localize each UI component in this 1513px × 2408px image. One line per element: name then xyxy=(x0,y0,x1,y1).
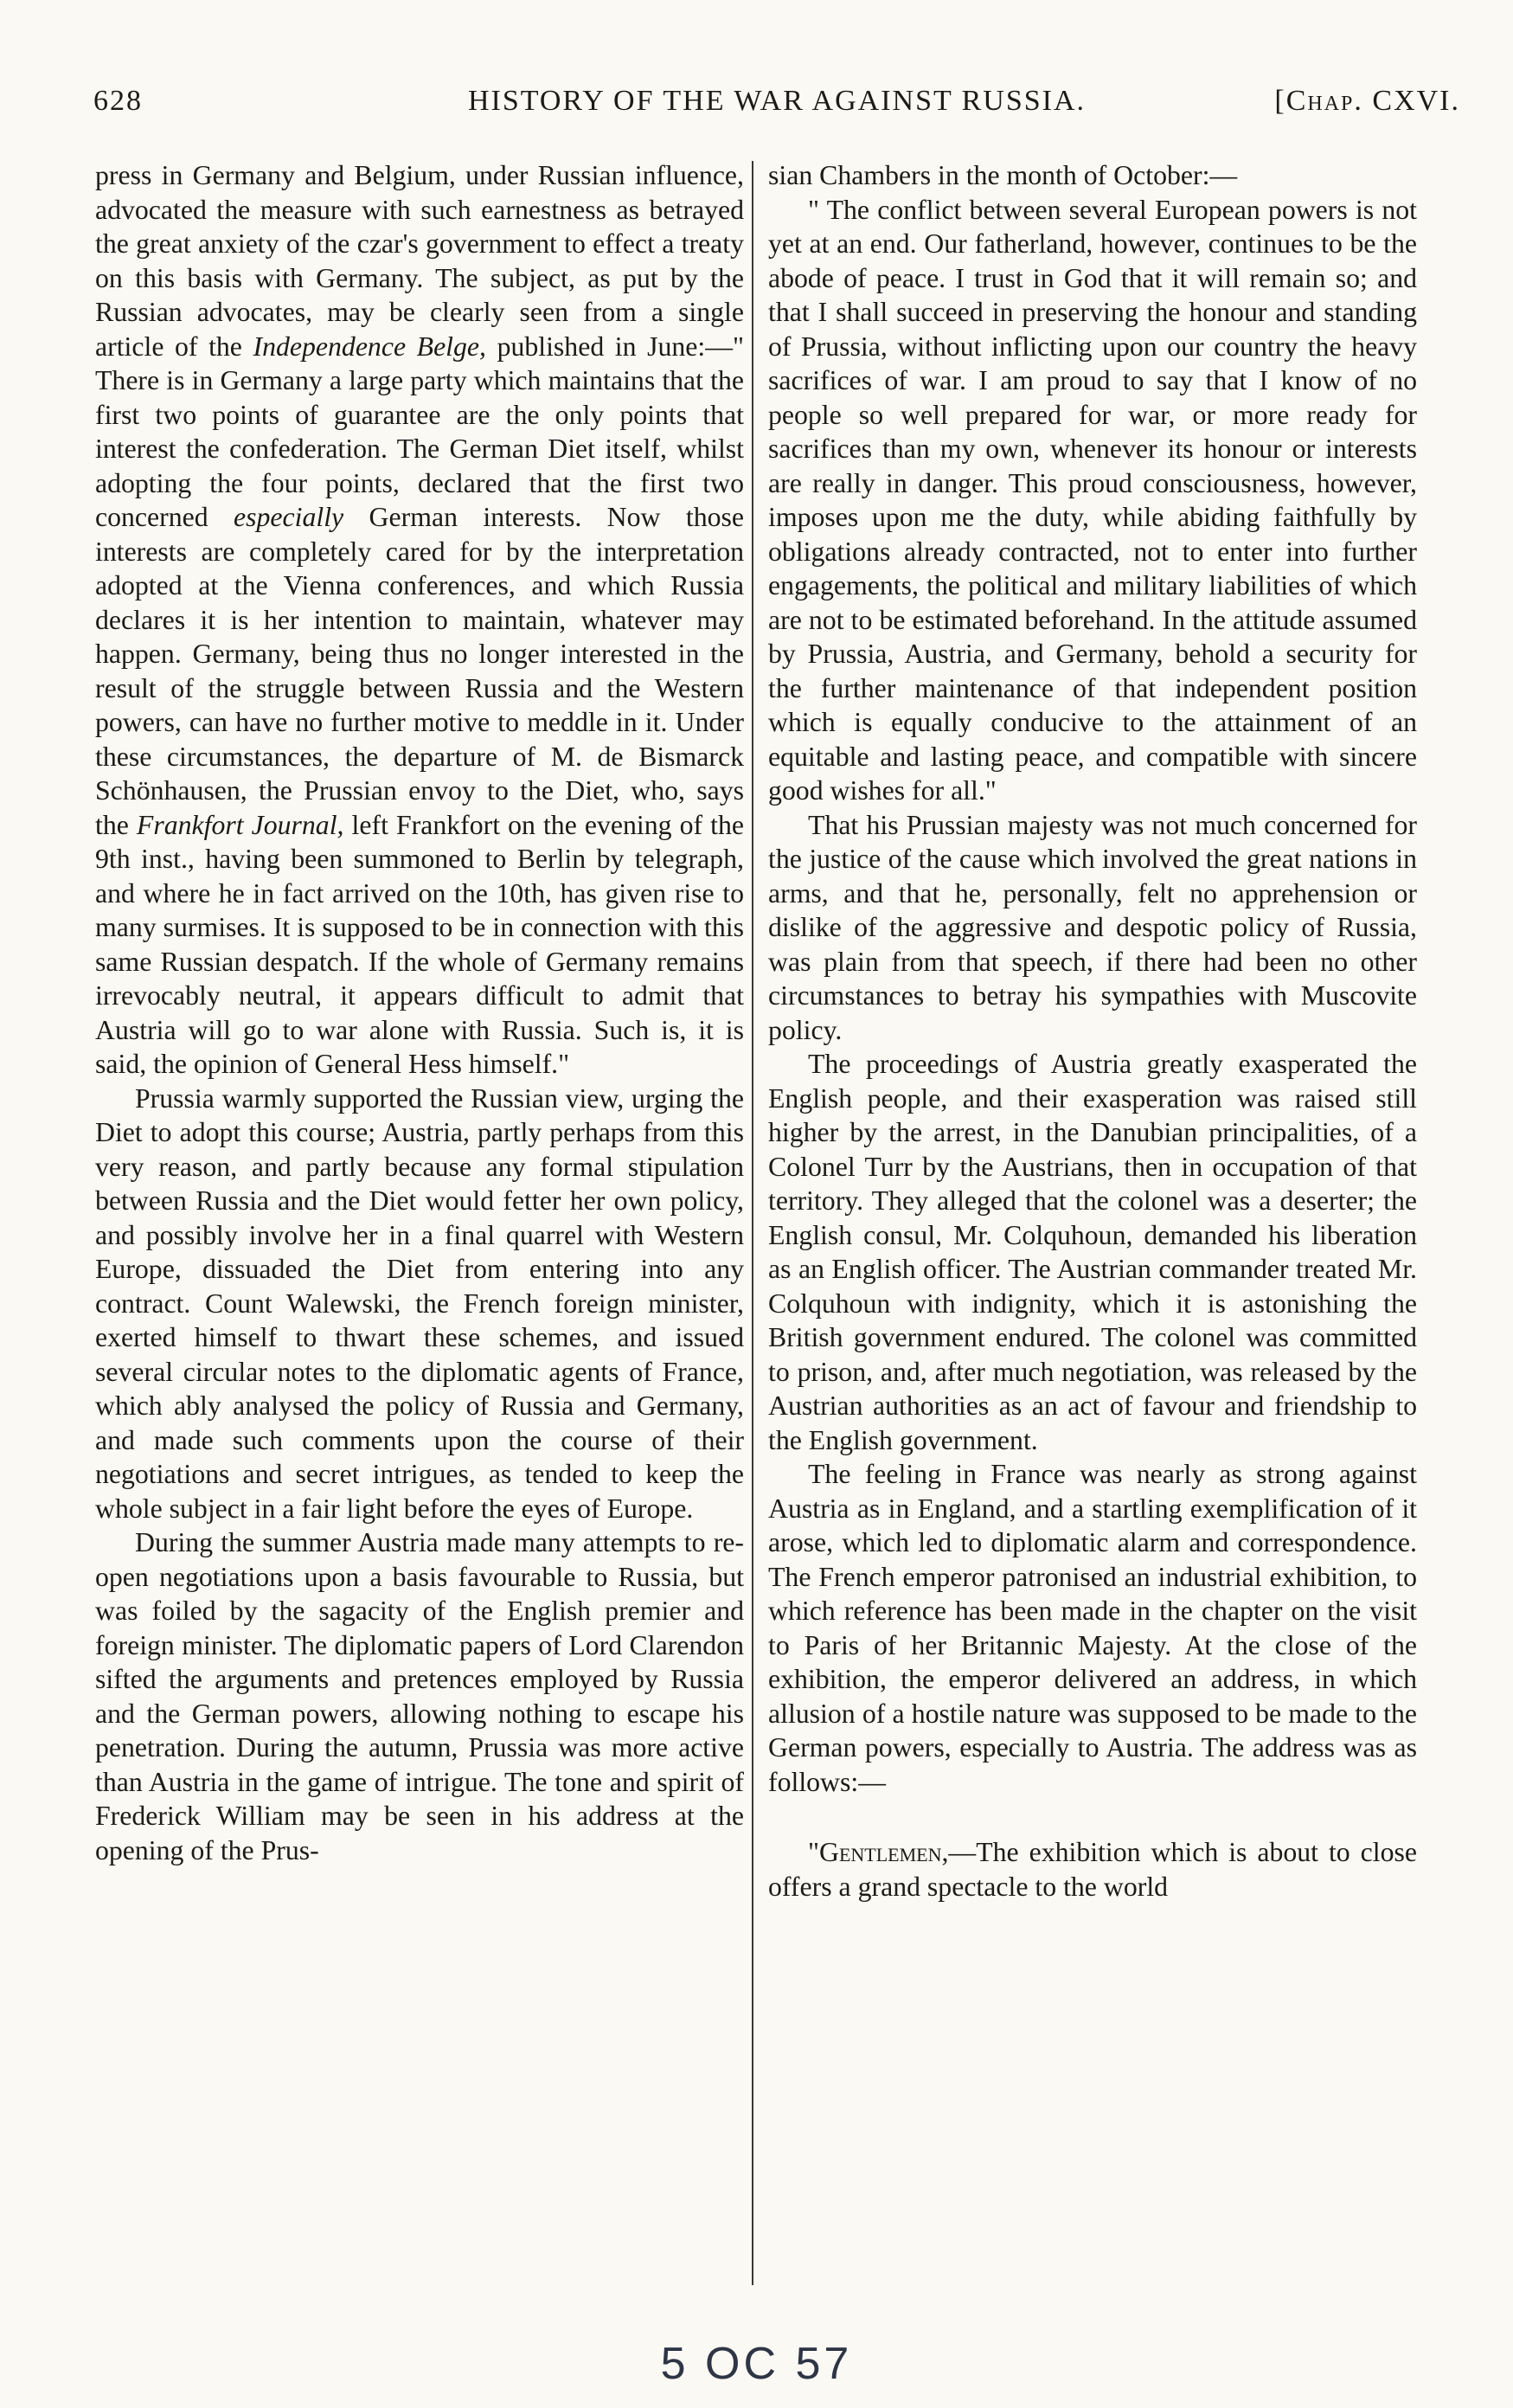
paragraph xyxy=(768,1047,1417,1457)
running-title: HISTORY OF THE WAR AGAINST RUSSIA. xyxy=(467,85,1087,117)
paragraph xyxy=(768,1457,1417,1799)
text-run: That his Prussian majesty was not much concerned for the justice of the cause which involved the great nations in arms, and that he, personally, felt no apprehension or dislike of the aggressive and despotic policy of Russia, was plain from that speech, if there had been no other circumstances to betray his sympathies with Muscovite policy. xyxy=(768,809,1417,1045)
italic-text: Frankfort Journal, xyxy=(136,809,344,840)
paragraph xyxy=(768,193,1417,808)
text-run: published in June:—" There is in Germany a large party which maintains that the first two points of guarantee are the only points that interest the confederation. The German Diet itself, whilst adopting the four points, declared that the first two concerned xyxy=(95,331,745,532)
paragraph xyxy=(95,158,744,1082)
text-run: The proceedings of Austria greatly exasperated the English people, and their exasperation was raised still higher by the arrest, in the Danubian principalities, of a Colonel Turr by the Austrians, then in occupation of that territory. They alleged that the colonel was a deserter; the English consul, Mr. Colquhoun, demanded his liberation as an English officer. The Austrian commander treated Mr. Colquhoun with indignity, which it is astonishing the British government endured. The colonel was committed to prison, and, after much negotiation, was released by the Austrian authorities as an act of favour and friendship to the English government. xyxy=(768,1049,1417,1455)
running-header xyxy=(93,85,1460,126)
text-run: " The conflict between several European powers is not yet at an end. Our fatherland, however, continues to be the abode of peace. I trust in God that it will remain so; and that I shall succeed in preserving the honour and standing of Prussia, without inflicting upon our country the heavy sacrifices of war. I am proud to say that I know of no people so well prepared for war, or more ready for sacrifices than my own, whenever its honour or interests are really in danger. This proud consciousness, however, imposes upon me the duty, while abiding faithfully by obligations already contracted, not to enter into further engagements, the political and military liabilities of which are not to be estimated beforehand. In the attitude assumed by Prussia, Austria, and Germany, behold a security for the further maintenance of that independent position which is equally conducive to the attainment of an equitable and lasting peace, and compatible with sincere good wishes for all." xyxy=(768,194,1417,806)
italic-text: especially xyxy=(234,502,344,532)
paragraph xyxy=(95,1525,744,1867)
italic-text: Independence Belge, xyxy=(253,331,486,362)
text-run: press in Germany and Belgium, under Russian influence, advocated the measure with such earnestness as betrayed the great anxiety of the czar's government to effect a treaty on this basis with Germany. The subject, as put by the Russian advocates, may be clearly seen from a single article of the xyxy=(95,160,744,362)
paragraph xyxy=(768,158,1417,193)
paragraph xyxy=(768,808,1417,1048)
page-number: 628 xyxy=(93,85,143,117)
left-column xyxy=(95,158,744,1867)
text-run: " xyxy=(808,1837,819,1867)
text-run: The feeling in France was nearly as strong against Austria as in England, and a startling exemplification of it arose, which led to diplomatic alarm and correspondence. The French emperor patronised an industrial exhibition, to which reference has been made in the chapter on the visit to Paris of her Britannic Majesty. At the close of the exhibition, the emperor delivered an address, in which allusion of a hostile nature was supposed to be made to the German powers, especially to Austria. The address was as follows:— xyxy=(768,1459,1417,1797)
text-run: During the summer Austria made many attempts to re-open negotiations upon a basis favourable to Russia, but was foiled by the sagacity of the English premier and foreign minister. The diplomatic papers of Lord Clarendon sifted the arguments and pretences employed by Russia and the German powers, allowing nothing to escape his penetration. During the autumn, Prussia was more active than Austria in the game of intrigue. The tone and spirit of Frederick William may be seen in his address at the opening of the Prus- xyxy=(95,1527,744,1865)
small-caps-text: Gentlemen xyxy=(818,1837,942,1867)
chapter-label: [Chap. CXVI. xyxy=(1274,85,1460,117)
footer-stamp: 5 OC 57 xyxy=(660,2339,853,2389)
paragraph xyxy=(768,1835,1417,1904)
column-divider xyxy=(752,161,753,2285)
text-run: German interests. Now those interests are completely cared for by the interpretation adopted at the Vienna conferences, and which Russia declares it is her intention to maintain, whatever may happen. Germany, being thus no longer interested in the result of the struggle between Russia and the Western powers, can have no further motive to meddle in it. Under these circumstances, the departure of M. de Bismarck Schönhausen, the Prussian envoy to the Diet, who, says the xyxy=(95,502,744,840)
right-column xyxy=(768,158,1417,1904)
paragraph xyxy=(95,1082,744,1526)
text-run: Prussia warmly supported the Russian view, urging the Diet to adopt this course; Austria, partly perhaps from this very reason, and partly because any formal stipulation between Russia and the Diet would fetter her own policy, and possibly involve her in a final quarrel with Western Europe, dissuaded the Diet from entering into any contract. Count Walewski, the French foreign minister, exerted himself to thwart these schemes, and issued several circular notes to the diplomatic agents of France, which ably analysed the policy of Russia and Germany, and made such comments upon the course of their negotiations and secret intrigues, as tended to keep the whole subject in a fair light before the eyes of Europe. xyxy=(95,1082,744,1524)
text-run: sian Chambers in the month of October:— xyxy=(768,160,1238,190)
text-run: ,—The exhibition which is about to close offers a grand spectacle to the world xyxy=(768,1837,1417,1902)
text-run: left Frankfort on the evening of the 9th inst., having been summoned to Berlin by telegraph, and where he in fact arrived on the 10th, has given rise to many surmises. It is supposed to be in connection with this same Russian despatch. If the whole of Germany remains irrevocably neutral, it appears difficult to admit that Austria will go to war alone with Russia. Such is, it is said, the opinion of General Hess himself." xyxy=(95,809,744,1079)
